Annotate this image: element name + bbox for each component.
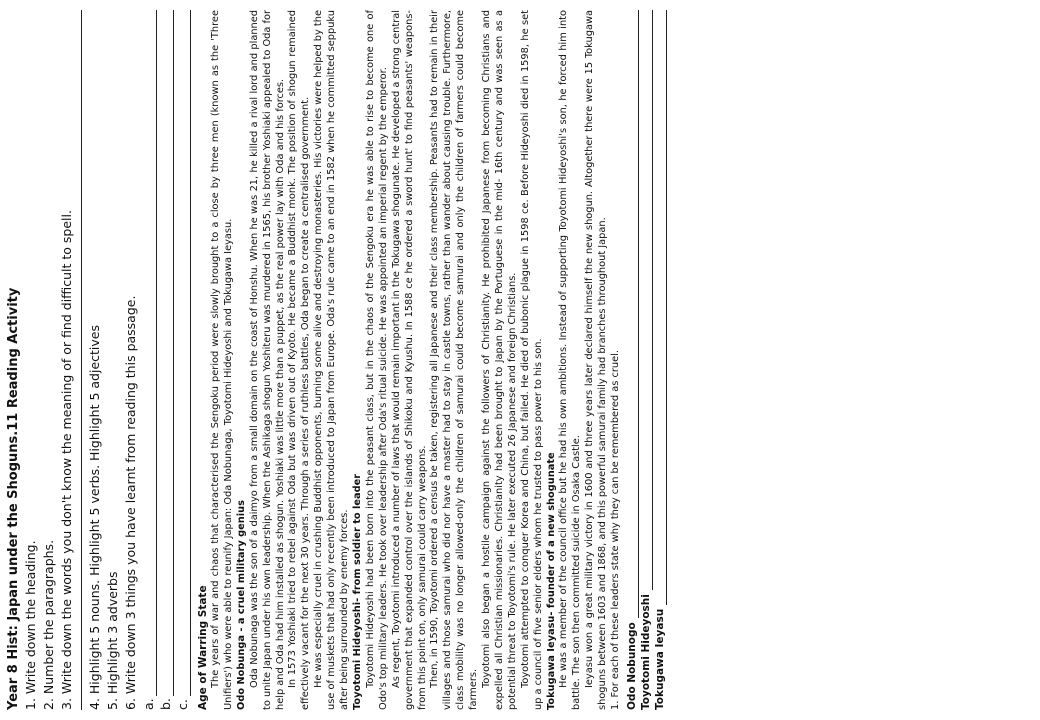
leader-name: Tokugawa Ieyasu <box>654 608 666 710</box>
answer-label: c. <box>175 699 190 710</box>
section-heading: Tokugawa Ieyasu- founder of a new shogunate <box>545 452 557 710</box>
passage-paragraph: As regent, Toyotomi introduced a number of laws that would remain important in the Tokugawa shogunate. He developed a strong central government that expanded control over the islands of Shikoku and Kyushu. In 1588 ce he ordered a sword hunt' to find peasants' weapons- from this point on, only samurai could carry weapons. <box>390 10 428 710</box>
passage-paragraph: He was especially cruel in crushing Buddhist opponents, burning some alive and destroying monasteries. His victories were helped by the use of muskets that had only recently been introduced to Japan from Europe. Oda's rule came to an end in 1582 when he committed seppuku after being surrounded by enemy forces. <box>313 10 351 710</box>
passage-paragraph: In 1573 Yoshiaki tried to rebel against Oda but was driven out of Kyoto. He became a Buddhist monk. The position of shogun remained effectively vacant for the next 30 years. Through a series of ruthless battles, Oda began to create a centralised government. <box>287 10 312 710</box>
passage-paragraph: The years of war and chaos that characterised the Sengoku period were slowly brought to a close by three men (known as the 'Three Unifiers') who were able to reunify Japan: Oda Nobunaga, Toyotomi Hideyoshi and Tokugawa Ieyasu. <box>210 10 234 710</box>
answer-line-c <box>174 10 191 710</box>
answer-line-b <box>157 10 174 710</box>
answer-blank[interactable] <box>653 10 667 605</box>
divider <box>81 10 82 710</box>
task-item: 6. Write down 3 things you have learnt from reading this passage. <box>123 295 138 710</box>
leader-line-nobunaga <box>625 10 639 710</box>
instruction-item: 3. Write down the words you don't know the meaning of or find difficult to spell. <box>59 210 74 710</box>
passage-heading: Age of Warring State <box>197 585 209 710</box>
leader-name: Odo Nobunogo <box>626 622 638 710</box>
leader-line-hideyoshi <box>639 10 653 710</box>
instruction-item: 1. Write down the heading. <box>23 540 38 710</box>
passage-paragraph: Toyotomi Hideyoshi had been born into the peasant class, but in the chaos of the Sengoku era he was able to rise to become one of Odo's top military leaders. He took over leadership after Oda's ritual suicide. He was appointed an imperial regent by the emperor. <box>364 10 389 710</box>
answer-blank[interactable] <box>177 10 191 696</box>
answer-blank[interactable] <box>143 10 157 696</box>
task-item: 4. Highlight 5 nouns. Highlight 5 verbs. Highlight 5 adjectives <box>87 325 102 710</box>
section-heading: Odo Nobunga - a cruel military genius <box>235 500 247 710</box>
task-item: 5. Highlight 3 adverbs <box>105 571 120 710</box>
passage-paragraph: Ieyasu won a great military victory in 1600 and three years later declared himself the new shogun. Altogether there were 15 Tokugawa shoguns between 1603 and 1868, and this powerful samurai family had branches throughout Japan. <box>584 10 609 710</box>
section-heading: Toyotomi Hideyoshi- from soldier to leader <box>351 473 363 710</box>
leader-name: Toyotomi Hideyoshi <box>640 594 652 710</box>
instruction-list <box>22 10 76 710</box>
worksheet-title: Year 8 Hist: Japan under the Shoguns.11 Reading Activity <box>6 287 21 710</box>
answer-blank[interactable] <box>639 10 653 590</box>
passage-paragraph: He was a member of the council office but he had his own ambitions. Instead of supporting Toyotomi Hideyoshi's son, he forced him into battle. The son then committed suicide in Osaka Castle. <box>558 10 583 710</box>
answer-lines <box>140 10 191 710</box>
answer-blank[interactable] <box>625 10 639 618</box>
reading-passage <box>197 10 623 710</box>
answer-label: a. <box>141 698 156 710</box>
passage-paragraph: Toyotomi attempted to conquer Korea and China, but failed. He died of bubonic plague in 1598 ce. Before Hideyoshi died in 1598, he set up a council of five senior elders whom he trusted to pass power to his son. <box>519 10 544 710</box>
passage-question: 1. For each of these leaders state why they can be remembered as cruel. <box>610 350 622 710</box>
leader-answer-lines <box>625 10 667 710</box>
answer-blank[interactable] <box>160 10 174 696</box>
instruction-item: 2. Number the paragraphs. <box>41 539 56 710</box>
leader-line-ieyasu <box>653 10 667 710</box>
task-list <box>86 10 140 710</box>
answer-line-a <box>140 10 157 710</box>
passage-paragraph: Oda Nobunaga was the son of a daimyo from a small domain on the coast of Honshu. When he was 21, he killed a rival lord and planned to unite Japan under his own leadership. When the Ashikaga shogun Yoshiteru was murdered in 1565, his brother Yoshiaki appealed to Oda for help and Oda had him installed as shogun. Yoshiaki was little more than a puppet, as the real power lay with Oda and his forces. <box>248 10 286 710</box>
passage-paragraph: Then, in 1590, Toyotomi ordered a census be taken, registering all Japanese and their class membership. Peasants had to remain in their villages and those samurai who did nor have a master had to stay in castle towns, rather than wander about causing trouble. Furthermore, class mobility was no longer allowed-only the children of samurai could become samurai and only the children of farmers could become farmers. <box>429 10 480 710</box>
answer-label: b. <box>158 698 173 710</box>
passage-paragraph: Toyotomi also began a hostile campaign against the followers of Christianity. He prohibited Japanese from becoming Christians and expelled all Christian missionaries. Christianity had been brought to Japan by the Portuguese in the mid- 16th century and was seen as a potential threat to Toyotomi's rule. He later executed 26 Japanese and foreign Christians. <box>481 10 518 710</box>
